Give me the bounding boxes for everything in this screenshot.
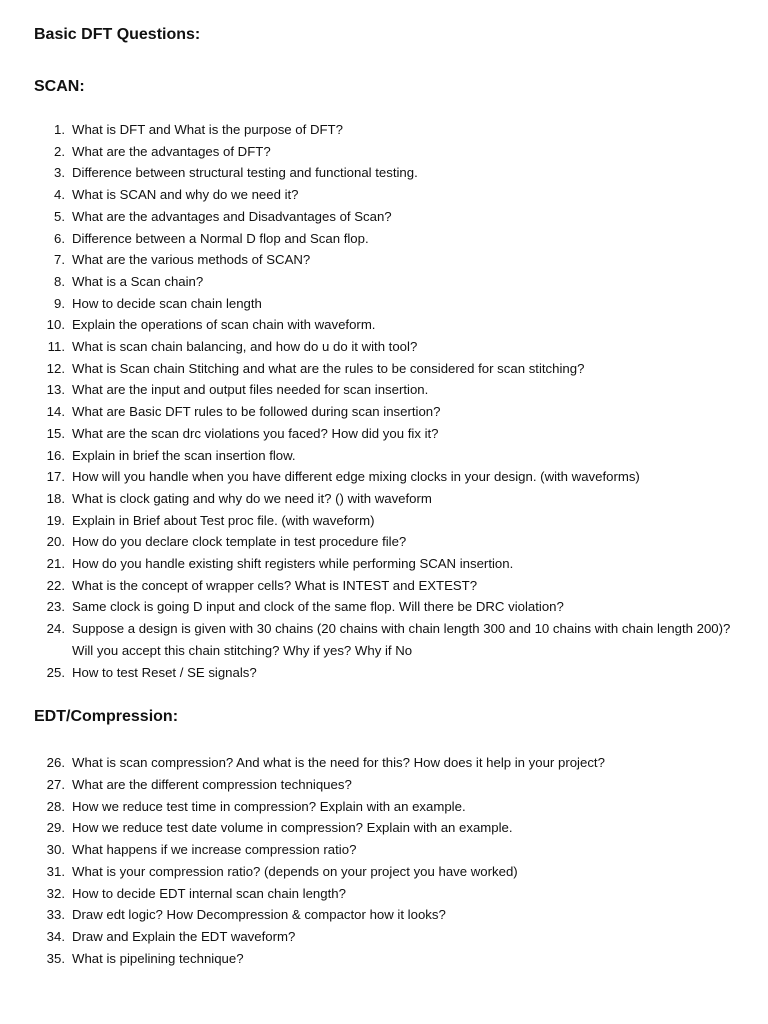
question-item bbox=[34, 926, 732, 948]
question-item bbox=[34, 379, 732, 401]
question-item bbox=[34, 184, 732, 206]
question-number: 10. bbox=[46, 317, 65, 333]
question-text: What is a Scan chain? bbox=[72, 273, 204, 289]
question-text: What is the concept of wrapper cells? What is INTEST and EXTEST? bbox=[72, 577, 478, 593]
question-text: What happens if we increase compression ratio? bbox=[72, 842, 357, 858]
question-number: 15. bbox=[46, 425, 65, 441]
question-number: 20. bbox=[46, 534, 65, 550]
question-number: 8. bbox=[54, 273, 65, 289]
question-item bbox=[34, 575, 732, 597]
question-text: Draw edt logic? How Decompression & compactor how it looks? bbox=[72, 907, 446, 923]
question-item bbox=[34, 596, 732, 618]
question-item bbox=[34, 948, 732, 970]
question-item bbox=[34, 358, 732, 380]
question-item bbox=[34, 662, 732, 684]
question-text: How we reduce test date volume in compression? Explain with an example. bbox=[72, 820, 513, 836]
question-item bbox=[34, 488, 732, 510]
question-text: What is Scan chain Stitching and what are the rules to be considered for scan stitching? bbox=[72, 360, 585, 376]
question-number: 2. bbox=[54, 143, 65, 159]
question-item bbox=[34, 336, 732, 358]
question-number: 4. bbox=[54, 187, 65, 203]
question-number: 27. bbox=[46, 776, 65, 792]
question-number: 7. bbox=[54, 252, 65, 268]
question-number: 32. bbox=[46, 885, 65, 901]
question-number: 30. bbox=[46, 842, 65, 858]
question-number: 13. bbox=[46, 382, 65, 398]
question-number: 28. bbox=[46, 798, 65, 814]
question-item bbox=[34, 401, 732, 423]
question-number: 14. bbox=[46, 404, 65, 420]
question-item bbox=[34, 618, 732, 661]
question-text: What are the various methods of SCAN? bbox=[72, 252, 311, 268]
question-text: What are Basic DFT rules to be followed during scan insertion? bbox=[72, 404, 441, 420]
question-number: 18. bbox=[46, 490, 65, 506]
question-text: How do you handle existing shift registers while performing SCAN insertion. bbox=[72, 556, 514, 572]
question-number: 19. bbox=[46, 512, 65, 528]
question-text: What is pipelining technique? bbox=[72, 950, 244, 966]
question-text: Explain in Brief about Test proc file. (with waveform) bbox=[72, 512, 375, 528]
question-item bbox=[34, 293, 732, 315]
question-text: What are the different compression techniques? bbox=[72, 776, 352, 792]
question-text: Explain the operations of scan chain with waveform. bbox=[72, 317, 376, 333]
question-item bbox=[34, 510, 732, 532]
question-text: How will you handle when you have different edge mixing clocks in your design. (with waveforms) bbox=[72, 469, 640, 485]
question-text: Explain in brief the scan insertion flow. bbox=[72, 447, 296, 463]
question-number: 5. bbox=[54, 208, 65, 224]
question-text: What are the advantages of DFT? bbox=[72, 143, 271, 159]
question-text: How do you declare clock template in test procedure file? bbox=[72, 534, 407, 550]
question-number: 11. bbox=[47, 339, 65, 355]
question-item bbox=[34, 904, 732, 926]
question-item bbox=[34, 796, 732, 818]
question-number: 24. bbox=[46, 621, 65, 637]
question-item bbox=[34, 119, 732, 141]
question-number: 35. bbox=[46, 950, 65, 966]
question-number: 17. bbox=[46, 469, 65, 485]
question-item bbox=[34, 774, 732, 796]
question-text: What is scan compression? And what is the need for this? How does it help in your project? bbox=[72, 755, 605, 771]
question-list-scan bbox=[34, 119, 732, 683]
question-text: What are the scan drc violations you faced? How did you fix it? bbox=[72, 425, 439, 441]
question-item bbox=[34, 271, 732, 293]
question-item bbox=[34, 445, 732, 467]
question-text: What are the input and output files needed for scan insertion. bbox=[72, 382, 429, 398]
question-item bbox=[34, 839, 732, 861]
question-item bbox=[34, 249, 732, 271]
question-text: What is SCAN and why do we need it? bbox=[72, 187, 299, 203]
question-text: How to test Reset / SE signals? bbox=[72, 664, 257, 680]
question-number: 1. bbox=[54, 122, 65, 137]
question-number: 16. bbox=[46, 447, 65, 463]
question-item bbox=[34, 752, 732, 774]
question-item bbox=[34, 466, 732, 488]
question-list-edt-compression bbox=[34, 752, 732, 969]
question-number: 23. bbox=[46, 599, 65, 615]
question-number: 31. bbox=[46, 863, 65, 879]
question-number: 12. bbox=[46, 360, 65, 376]
question-item bbox=[34, 162, 732, 184]
question-text: How to decide EDT internal scan chain length? bbox=[72, 885, 346, 901]
section-heading-scan: SCAN: bbox=[34, 78, 85, 95]
question-text: How to decide scan chain length bbox=[72, 295, 262, 311]
question-text: What is your compression ratio? (depends on your project you have worked) bbox=[72, 863, 518, 879]
question-item bbox=[34, 141, 732, 163]
question-text: What is scan chain balancing, and how do u do it with tool? bbox=[72, 339, 418, 355]
question-item bbox=[34, 817, 732, 839]
question-text: Difference between structural testing and functional testing. bbox=[72, 165, 418, 181]
question-text: Draw and Explain the EDT waveform? bbox=[72, 928, 296, 944]
question-number: 26. bbox=[46, 755, 65, 771]
question-item bbox=[34, 314, 732, 336]
question-item bbox=[34, 553, 732, 575]
question-text: What is DFT and What is the purpose of DFT? bbox=[72, 122, 343, 137]
question-item bbox=[34, 228, 732, 250]
question-item bbox=[34, 423, 732, 445]
question-number: 33. bbox=[46, 907, 65, 923]
question-number: 21. bbox=[46, 556, 65, 572]
question-number: 29. bbox=[46, 820, 65, 836]
question-item bbox=[34, 531, 732, 553]
question-item bbox=[34, 206, 732, 228]
question-text: What are the advantages and Disadvantages of Scan? bbox=[72, 208, 392, 224]
question-number: 3. bbox=[54, 165, 65, 181]
question-number: 22. bbox=[46, 577, 65, 593]
question-text: Difference between a Normal D flop and Scan flop. bbox=[72, 230, 369, 246]
question-text: Same clock is going D input and clock of the same flop. Will there be DRC violation? bbox=[72, 599, 564, 615]
question-item bbox=[34, 861, 732, 883]
question-number: 25. bbox=[46, 664, 65, 680]
question-text: What is clock gating and why do we need it? () with waveform bbox=[72, 490, 432, 506]
question-text: How we reduce test time in compression? Explain with an example. bbox=[72, 798, 466, 814]
question-item bbox=[34, 883, 732, 905]
question-number: 9. bbox=[54, 295, 65, 311]
question-number: 34. bbox=[46, 928, 65, 944]
question-number: 6. bbox=[54, 230, 65, 246]
section-heading-edt-compression: EDT/Compression: bbox=[34, 708, 179, 726]
document-title: Basic DFT Questions: bbox=[34, 26, 201, 43]
question-text: Suppose a design is given with 30 chains (20 chains with chain length 300 and 10 chains with chain length 200)? Will you accept this chain stitching? Why if yes? Why if No bbox=[72, 621, 731, 658]
